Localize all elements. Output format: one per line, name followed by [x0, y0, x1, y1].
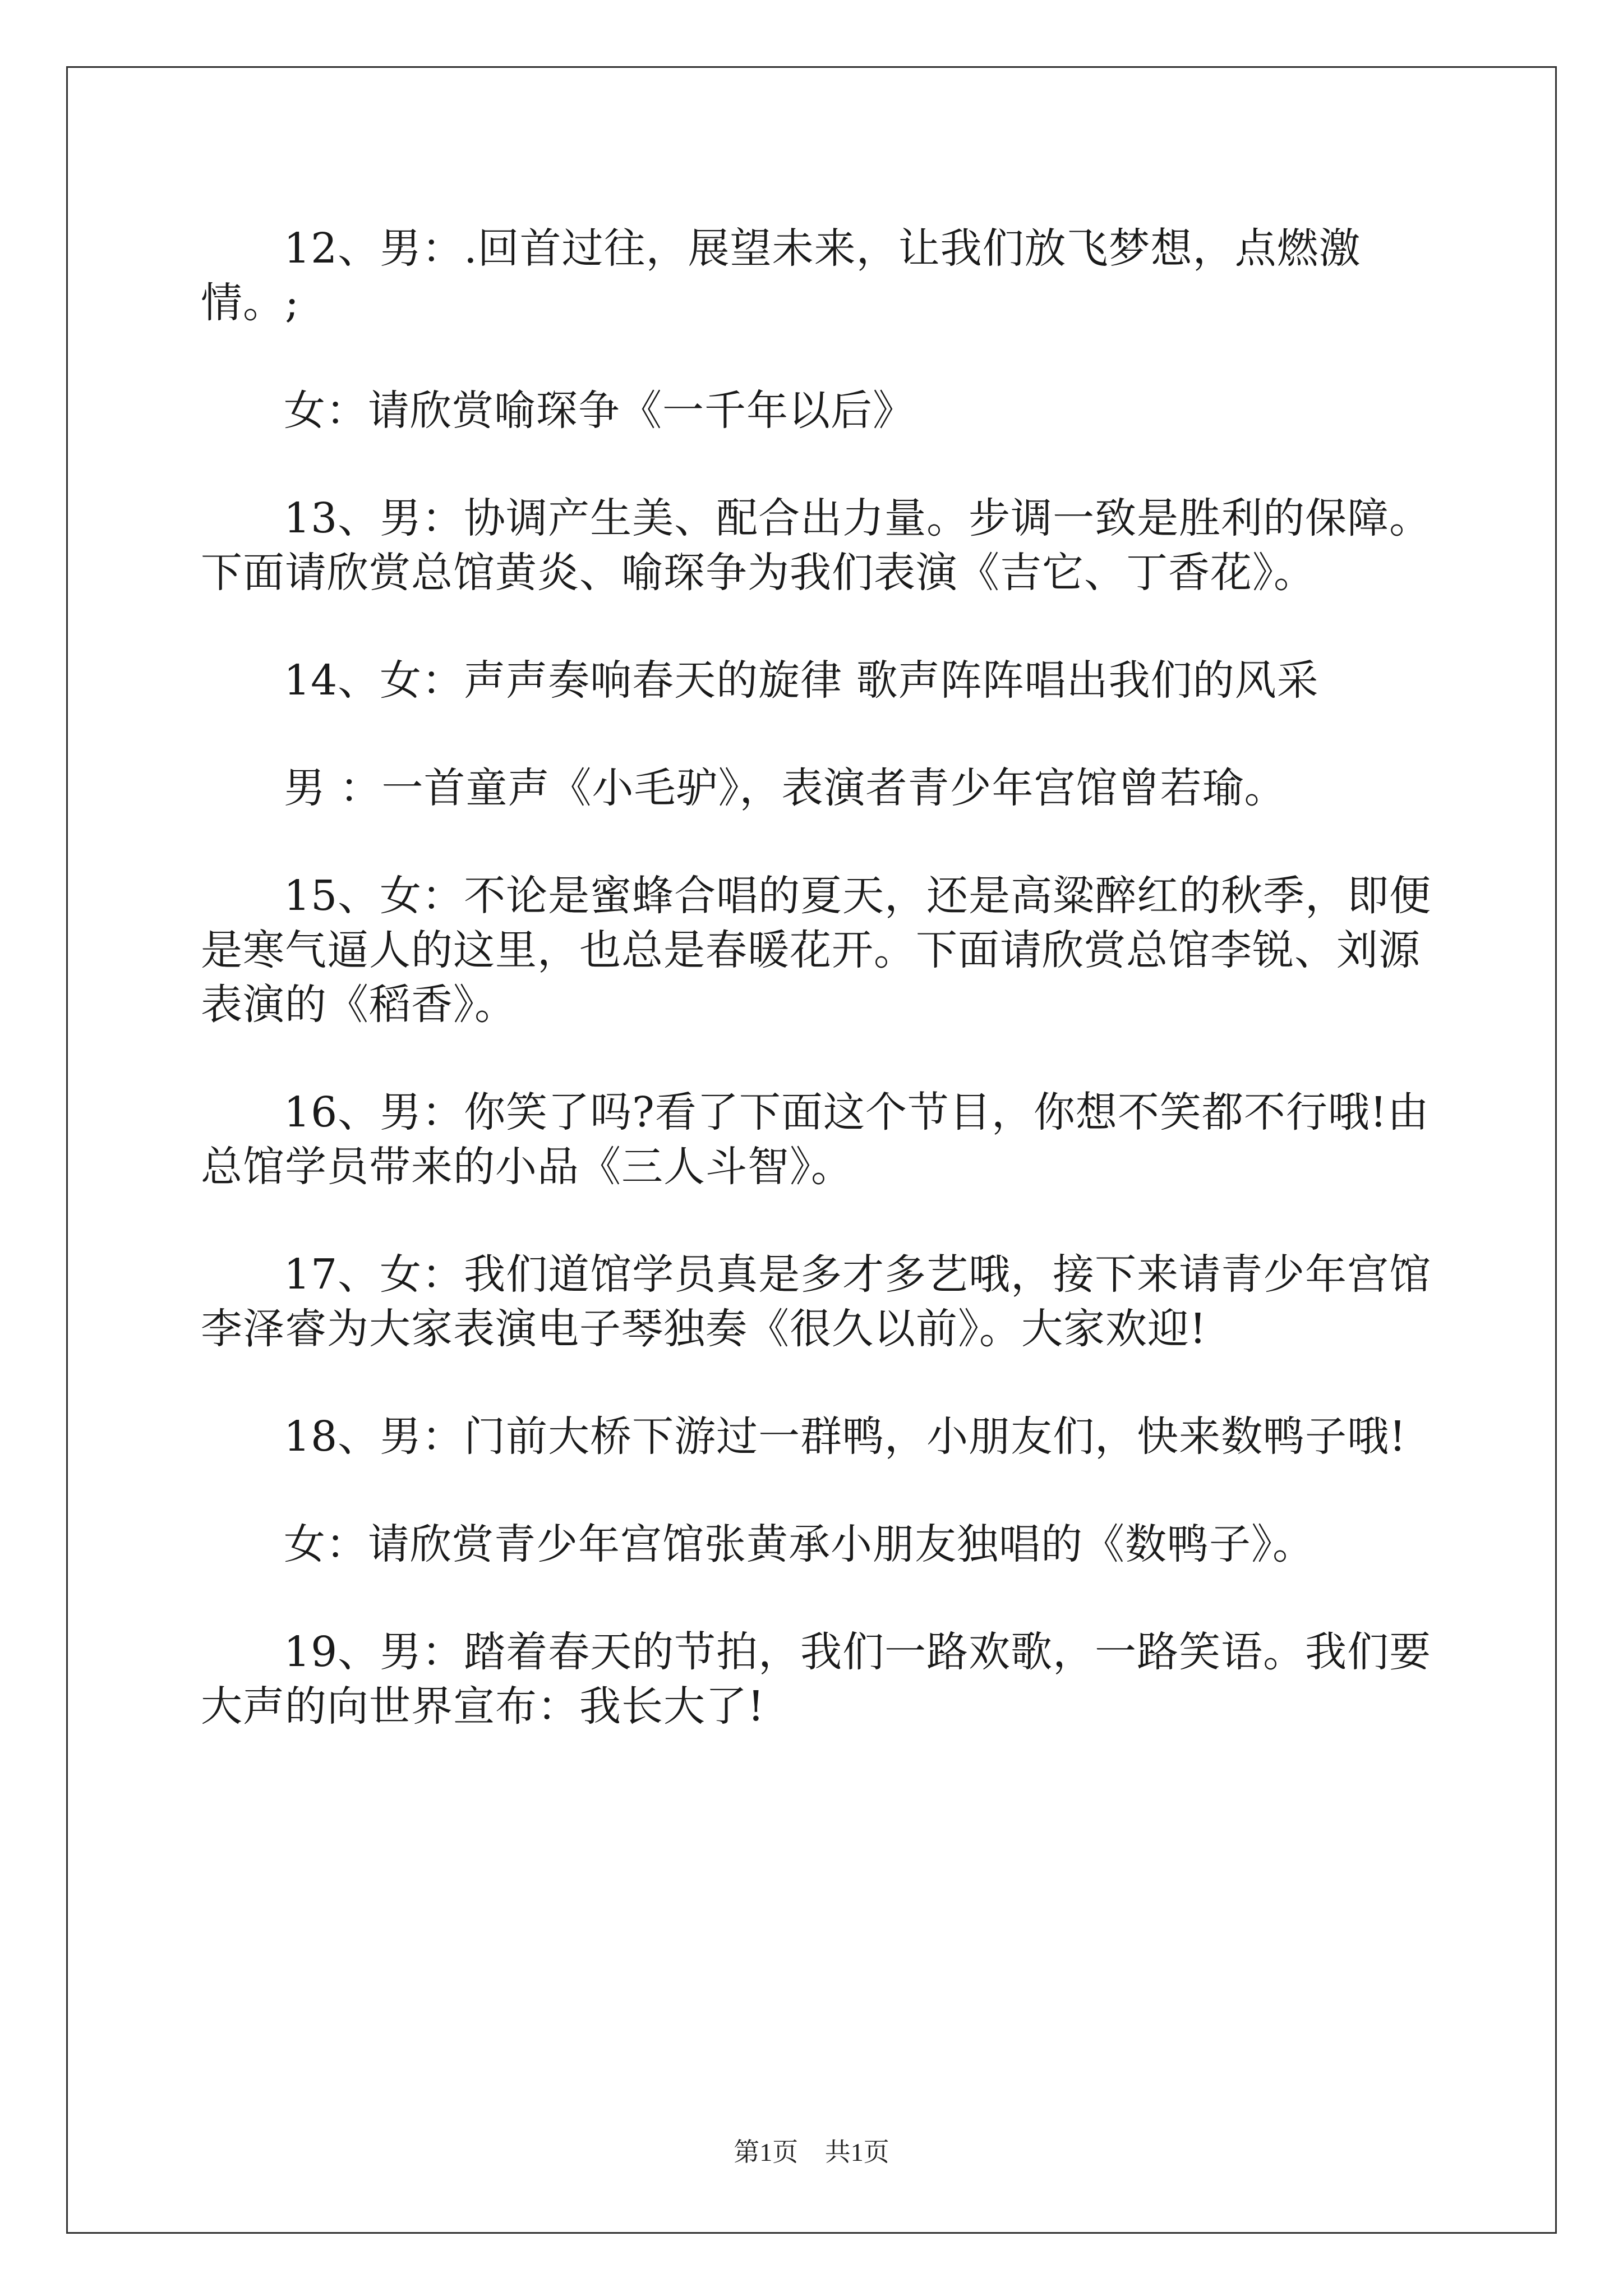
- paragraph-14: 14、女：声声奏响春天的旋律 歌声阵阵唱出我们的风采: [284, 656, 1319, 705]
- page-number-total: 共1页: [824, 2138, 889, 2166]
- paragraph-18-female: 女：请欣赏青少年宫馆张黄承小朋友独唱的《数鸭子》。: [284, 1520, 1315, 1568]
- paragraph-17: 17、女：我们道馆学员真是多才多艺哦，接下来请青少年宫馆李泽睿为大家表演电子琴独奏《很久以前》。大家欢迎!: [201, 1250, 1432, 1353]
- paragraph-15: 15、女：不论是蜜蜂合唱的夏天，还是高粱醉红的秋季，即便是寒气逼人的这里，也总是春暖花开。下面请欣赏总馆李锐、刘源表演的《稻香》。: [201, 872, 1432, 1029]
- paragraph-19: 19、男：踏着春天的节拍，我们一路欢歌，一路笑语。我们要大声的向世界宣布：我长大了!: [201, 1628, 1432, 1731]
- document-body: [201, 222, 1435, 1734]
- paragraph-12: 12、男：.回首过往，展望未来，让我们放飞梦想，点燃激情。;: [201, 224, 1361, 327]
- paragraph-14-male: 男 ：一首童声《小毛驴》，表演者青少年宫馆曾若瑜。: [284, 764, 1287, 812]
- page-footer: [0, 2132, 1623, 2169]
- paragraph-18: 18、男：门前大桥下游过一群鸭，小朋友们，快来数鸭子哦!: [284, 1412, 1407, 1461]
- paragraph-13: 13、男：协调产生美、配合出力量。步调一致是胜利的保障。下面请欣赏总馆黄炎、喻琛争为我们表演《吉它、丁香花》。: [201, 494, 1432, 597]
- paragraph-12-female: 女：请欣赏喻琛争《一千年以后》: [284, 386, 915, 435]
- page-number-current: 第1页: [734, 2138, 799, 2166]
- paragraph-16: 16、男：你笑了吗?看了下面这个节目，你想不笑都不行哦!由总馆学员带来的小品《三人斗智》。: [201, 1088, 1430, 1191]
